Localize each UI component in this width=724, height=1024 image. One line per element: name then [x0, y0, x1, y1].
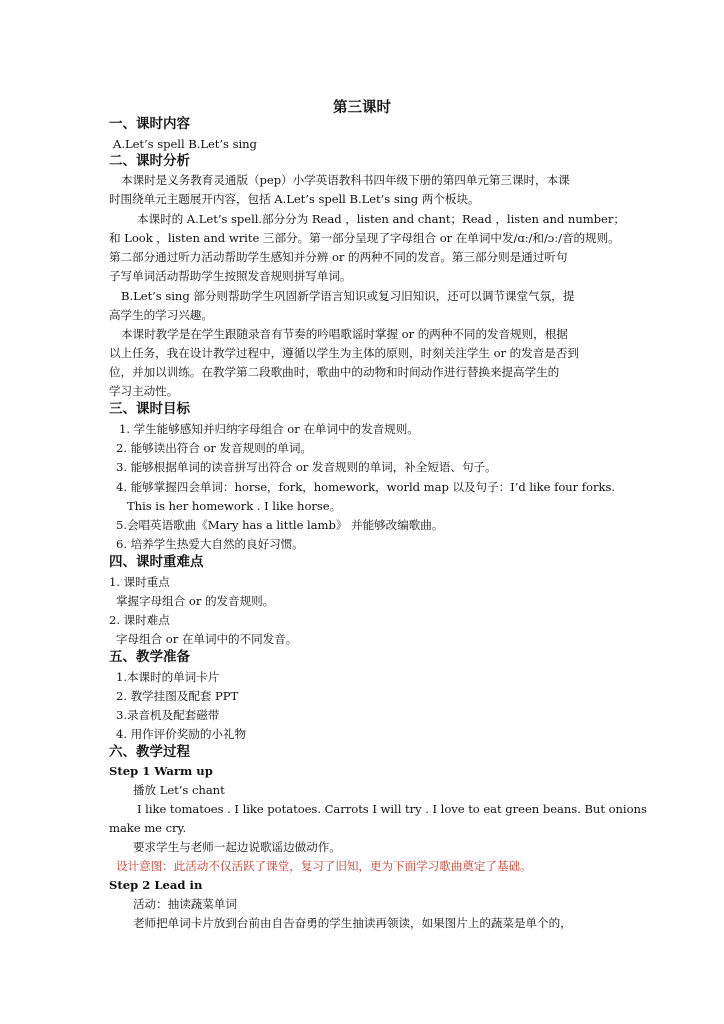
analysis-line: 本课时的 A.Let’s spell.部分分为 Read ，listen and chant；Read ，listen and number；: [137, 212, 625, 226]
heading-lesson-goals: 三、课时目标: [109, 401, 190, 417]
analysis-line: 学习主动性。: [109, 384, 179, 398]
step1-line: 要求学生与老师一起边说歌谣边做动作。: [133, 840, 341, 854]
step2-title: Step 2 Lead in: [109, 878, 203, 892]
step1-title: Step 1 Warm up: [109, 764, 213, 778]
analysis-line: 本课时教学是在学生跟随录音有节奏的吟唱歌谣时掌握 or 的两种不同的发音规则，根据: [121, 327, 568, 341]
analysis-line: 和 Look ，listen and write 三部分。第一部分呈现了字母组合 or 在单词中发/ɑː/和/ɔː/音的规则。: [109, 231, 620, 245]
goal-item: 1. 学生能够感知并归纳字母组合 or 在单词中的发音规则。: [119, 422, 419, 436]
analysis-line: 本课时是义务教育灵通版（pep）小学英语教科书四年级下册的第四单元第三课时，本课: [121, 173, 570, 187]
goal-item: 6. 培养学生热爱大自然的良好习惯。: [116, 537, 304, 551]
heading-teaching-process: 六、教学过程: [109, 744, 190, 760]
goal-item: 4. 能够掌握四会单词：horse，fork，homework，world map 以及句子：I’d like four forks.: [116, 480, 615, 494]
key-points-line: 1. 课时重点: [109, 575, 170, 589]
key-points-line: 掌握字母组合 or 的发音规则。: [116, 594, 275, 608]
lesson-content-line: A.Let’s spell B.Let’s sing: [113, 137, 257, 151]
analysis-line: 以上任务，我在设计教学过程中，遵循以学生为主体的原则，时刻关注学生 or 的发音是否到: [109, 346, 579, 360]
step2-line: 活动：抽读蔬菜单词: [133, 897, 237, 911]
goal-item: 2. 能够读出符合 or 发音规则的单词。: [116, 441, 312, 455]
heading-preparation: 五、教学准备: [109, 649, 190, 665]
analysis-line: 第二部分通过听力活动帮助学生感知并分辨 or 的两种不同的发音。第三部分则是通过听句: [109, 250, 568, 264]
step2-line: 老师把单词卡片放到台前由自告奋勇的学生抽读再领读，如果图片上的蔬菜是单个的，: [133, 916, 572, 930]
analysis-line: B.Let’s sing 部分则帮助学生巩固新学语言知识或复习旧知识，还可以调节课堂气氛，提: [121, 289, 575, 303]
goal-item: 5.会唱英语歌曲《Mary has a little lamb》 并能够改编歌曲。: [116, 518, 444, 532]
heading-lesson-content: 一、课时内容: [109, 116, 190, 132]
step1-line: make me cry.: [109, 821, 187, 835]
heading-key-points: 四、课时重难点: [109, 554, 204, 570]
preparation-item: 3.录音机及配套磁带: [116, 708, 220, 722]
step1-line: I like tomatoes . I like potatoes. Carrots I will try . I love to eat green beans. But onions: [137, 802, 647, 816]
preparation-item: 1.本课时的单词卡片: [116, 670, 220, 684]
page-title: 第三课时: [333, 99, 391, 116]
heading-lesson-analysis: 二、课时分析: [109, 153, 190, 169]
analysis-line: 位，并加以训练。在教学第二段歌曲时，歌曲中的动物和时间动作进行替换来提高学生的: [109, 365, 560, 379]
preparation-item: 2. 教学挂图及配套 PPT: [116, 689, 239, 703]
goal-item: 3. 能够根据单词的读音拼写出符合 or 发音规则的单词，补全短语、句子。: [116, 460, 497, 474]
goal-item: This is her homework . I like horse。: [127, 499, 342, 513]
analysis-line: 高学生的学习兴趣。: [109, 308, 213, 322]
key-points-line: 2. 课时难点: [109, 613, 170, 627]
step1-line: 播放 Let’s chant: [133, 783, 225, 797]
analysis-line: 子写单词活动帮助学生按照发音规则拼写单词。: [109, 269, 352, 283]
analysis-line: 时围绕单元主题展开内容，包括 A.Let’s spell B.Let’s sing 两个板块。: [109, 192, 480, 206]
key-points-line: 字母组合 or 在单词中的不同发音。: [116, 632, 298, 646]
preparation-item: 4. 用作评价奖励的小礼物: [116, 727, 247, 741]
design-intent-line: 设计意图：此活动不仅活跃了课堂，复习了旧知，更为下面学习歌曲奠定了基础。: [116, 859, 532, 873]
